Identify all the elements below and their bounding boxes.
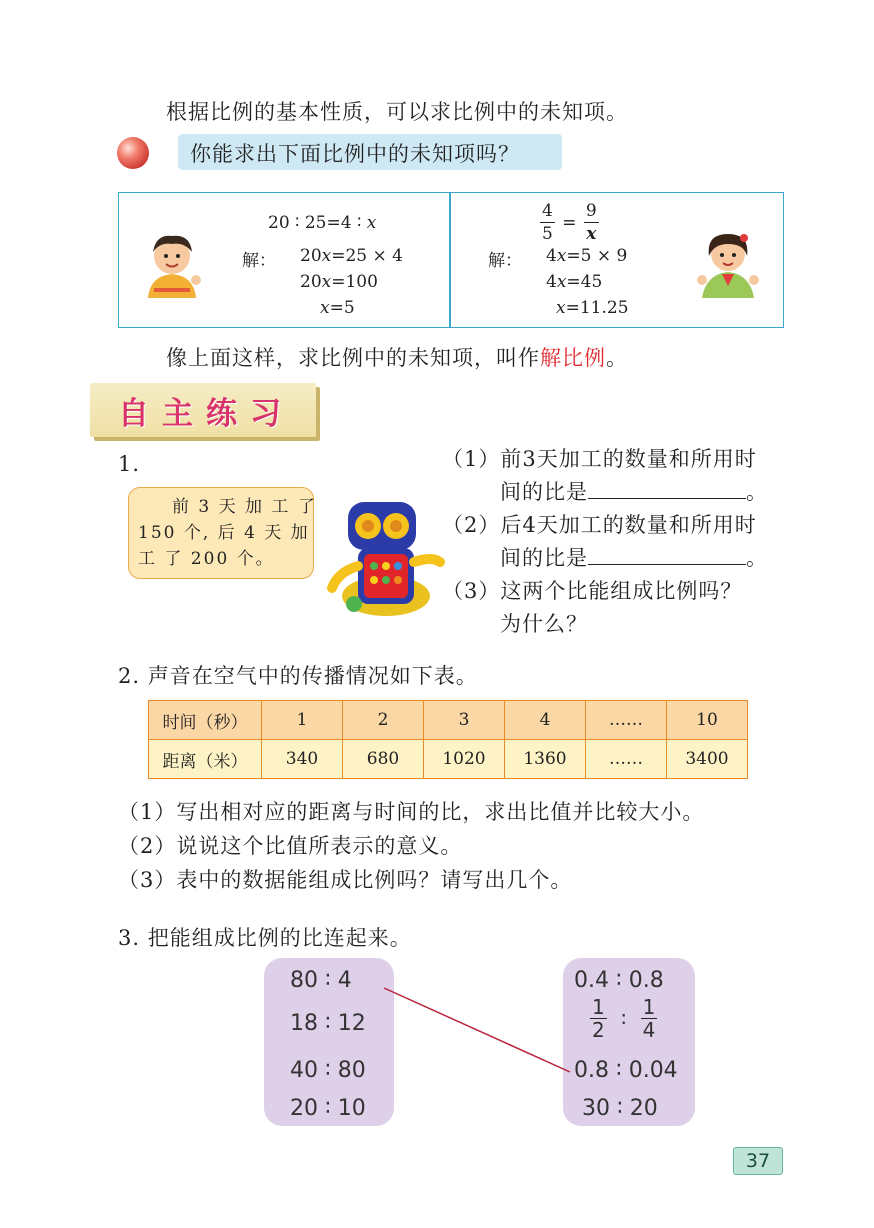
ball-bullet-icon <box>117 137 149 169</box>
ex1-q1-line1: （1）前3天加工的数量和所用时 <box>442 447 757 471</box>
table-cell: …… <box>586 701 667 740</box>
table-cell: 距离（米） <box>149 740 262 779</box>
table-cell: 1360 <box>505 740 586 779</box>
table-cell: …… <box>586 740 667 779</box>
left-problem: 20 ∶ 25=4 ∶ x <box>268 213 377 233</box>
ex1-q2-answer-blank[interactable] <box>588 546 746 565</box>
ex2-q2: （2）说说这个比值所表示的意义。 <box>118 834 463 858</box>
section-title: 自主练习 <box>118 396 294 432</box>
left-ratio-1[interactable]: 80 ∶ 4 <box>290 968 352 993</box>
table-cell: 3 <box>424 701 505 740</box>
left-solve-label: 解： <box>242 251 276 271</box>
right-solve-label: 解： <box>488 251 522 271</box>
conclusion-text: 像上面这样，求比例中的未知项，叫作解比例。 <box>166 346 628 370</box>
right-ratio-4[interactable]: 30 ∶ 20 <box>582 1096 658 1121</box>
left-ratio-4[interactable]: 20 ∶ 10 <box>290 1096 366 1121</box>
boy-figure-icon <box>140 228 204 298</box>
table-cell: 340 <box>262 740 343 779</box>
left-step1: 20x=25 × 4 <box>300 246 403 266</box>
left-step2: 20x=100 <box>300 272 378 292</box>
right-ratio-2[interactable]: $\frac{1}{2}$ ∶ $\frac{1}{4}$ <box>592 995 656 1042</box>
ex1-q1-line2: 间的比是 。 <box>500 480 768 504</box>
ex1-note-line2: 150 个, 后 4 天 加 <box>138 523 310 543</box>
table-cell: 4 <box>505 701 586 740</box>
left-ratio-2[interactable]: 18 ∶ 12 <box>290 1011 366 1036</box>
ex1-q2-line1: （2）后4天加工的数量和所用时 <box>442 513 757 537</box>
table-cell: 3400 <box>667 740 748 779</box>
right-ratio-1[interactable]: 0.4 ∶ 0.8 <box>574 968 664 993</box>
example-divider <box>449 192 451 328</box>
table-row-time <box>149 701 748 740</box>
table-cell: 680 <box>343 740 424 779</box>
ex1-q2-line2: 间的比是 。 <box>500 546 768 570</box>
ex1-note <box>138 494 317 572</box>
right-problem: $\frac{4}{5}$ = $\frac{9}{x}$ <box>542 201 597 244</box>
ex1-note-line3: 工 了 200 个。 <box>138 549 275 569</box>
table-cell: 1 <box>262 701 343 740</box>
ex1-note-line1: 前 3 天 加 工 了 <box>172 497 317 517</box>
ex2-title: 2. 声音在空气中的传播情况如下表。 <box>118 664 478 688</box>
robot-toy-icon <box>318 496 448 620</box>
table-row-distance <box>149 740 748 779</box>
page-number: 37 <box>733 1147 783 1175</box>
right-ratio-3[interactable]: 0.8 ∶ 0.04 <box>574 1058 678 1083</box>
left-result: x=5 <box>320 298 355 318</box>
ex2-q3: （3）表中的数据能组成比例吗？请写出几个。 <box>118 868 573 892</box>
intro-text: 根据比例的基本性质，可以求比例中的未知项。 <box>166 100 628 124</box>
right-step1: 4x=5 × 9 <box>546 246 628 266</box>
table-cell: 1020 <box>424 740 505 779</box>
ex2-q1: （1）写出相对应的距离与时间的比，求出比值并比较大小。 <box>118 800 705 824</box>
question-text: 你能求出下面比例中的未知项吗？ <box>190 142 520 166</box>
ex1-q1-answer-blank[interactable] <box>588 480 746 499</box>
girl-figure-icon <box>694 226 762 298</box>
table-cell: 时间（秒） <box>149 701 262 740</box>
ex1-number: 1. <box>118 452 141 476</box>
table-cell: 2 <box>343 701 424 740</box>
ex3-title: 3. 把能组成比例的比连起来。 <box>118 926 412 950</box>
ex1-q3-line1: （3）这两个比能组成比例吗？ <box>442 579 743 603</box>
sound-table <box>148 700 748 779</box>
table-cell: 10 <box>667 701 748 740</box>
match-line-80-4 <box>384 988 570 1072</box>
right-step2: 4x=45 <box>546 272 603 292</box>
ex1-q3-line2: 为什么？ <box>500 612 588 636</box>
example-box <box>118 192 784 328</box>
right-result: x=11.25 <box>556 298 629 318</box>
left-ratio-3[interactable]: 40 ∶ 80 <box>290 1058 366 1083</box>
